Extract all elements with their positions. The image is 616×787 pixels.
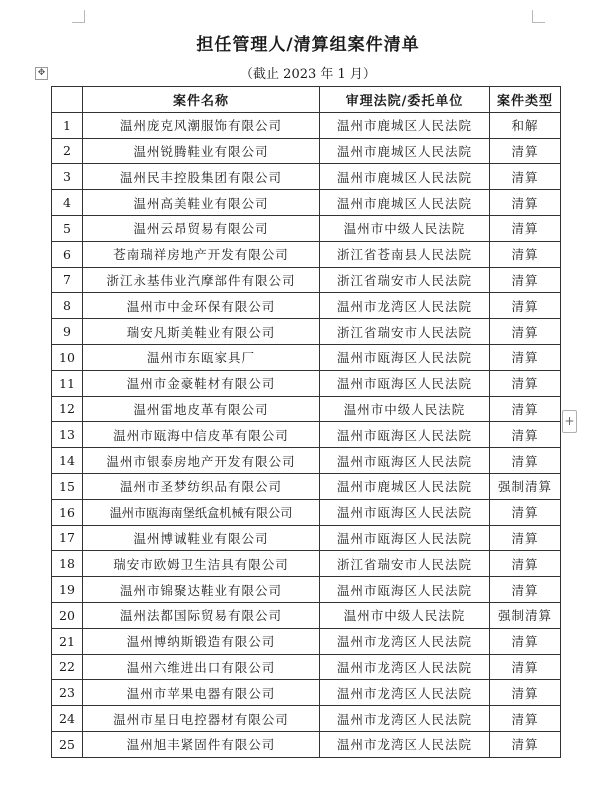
table-row [52, 473, 561, 499]
row-index: 15 [52, 473, 83, 499]
table-row [52, 241, 561, 267]
table-row [52, 190, 561, 216]
case-type-cell: 清算 [490, 706, 561, 732]
case-name-cell: 温州市瓯海南堡纸盒机械有限公司 [83, 499, 320, 525]
row-index: 10 [52, 344, 83, 370]
case-name-cell: 温州雷地皮革有限公司 [83, 396, 320, 422]
table-row [52, 706, 561, 732]
table-row [52, 138, 561, 164]
table-row [52, 370, 561, 396]
case-name-cell: 温州博纳斯锻造有限公司 [83, 628, 320, 654]
case-type-cell: 清算 [490, 138, 561, 164]
case-type-cell: 清算 [490, 267, 561, 293]
row-index: 2 [52, 138, 83, 164]
case-type-cell: 清算 [490, 577, 561, 603]
table-row [52, 680, 561, 706]
case-name-cell: 苍南瑞祥房地产开发有限公司 [83, 241, 320, 267]
case-name-cell: 温州市东瓯家具厂 [83, 344, 320, 370]
page-corner-mark-left [72, 10, 85, 23]
case-name-cell: 温州庞克风潮服饰有限公司 [83, 112, 320, 138]
case-type-cell: 清算 [490, 731, 561, 757]
table-row [52, 319, 561, 345]
table-row [52, 422, 561, 448]
row-index: 13 [52, 422, 83, 448]
court-cell: 温州市鹿城区人民法院 [320, 190, 490, 216]
table-row [52, 499, 561, 525]
row-index: 24 [52, 706, 83, 732]
case-name-cell: 温州云昂贸易有限公司 [83, 215, 320, 241]
row-index: 6 [52, 241, 83, 267]
court-cell: 温州市龙湾区人民法院 [320, 293, 490, 319]
case-name-cell: 温州市瓯海中信皮革有限公司 [83, 422, 320, 448]
court-cell: 浙江省瑞安市人民法院 [320, 267, 490, 293]
table-row [52, 164, 561, 190]
row-index: 3 [52, 164, 83, 190]
court-cell: 浙江省瑞安市人民法院 [320, 319, 490, 345]
case-type-cell: 和解 [490, 112, 561, 138]
header-case-name: 案件名称 [83, 87, 320, 113]
row-index: 8 [52, 293, 83, 319]
table-row [52, 731, 561, 757]
table-header-row [52, 87, 561, 113]
case-name-cell: 温州博诚鞋业有限公司 [83, 525, 320, 551]
case-name-cell: 温州市金豪鞋材有限公司 [83, 370, 320, 396]
table-row [52, 551, 561, 577]
table-row [52, 112, 561, 138]
court-cell: 温州市中级人民法院 [320, 396, 490, 422]
case-name-cell: 温州市中金环保有限公司 [83, 293, 320, 319]
row-index: 17 [52, 525, 83, 551]
court-cell: 温州市中级人民法院 [320, 602, 490, 628]
table-row [52, 215, 561, 241]
table-row [52, 628, 561, 654]
case-name-cell: 瑞安市欧姆卫生洁具有限公司 [83, 551, 320, 577]
case-type-cell: 清算 [490, 190, 561, 216]
case-type-cell: 强制清算 [490, 602, 561, 628]
court-cell: 温州市龙湾区人民法院 [320, 706, 490, 732]
case-type-cell: 清算 [490, 499, 561, 525]
case-list-table [51, 86, 561, 758]
row-index: 19 [52, 577, 83, 603]
table-row [52, 344, 561, 370]
row-index: 22 [52, 654, 83, 680]
court-cell: 浙江省瑞安市人民法院 [320, 551, 490, 577]
document-title: 担任管理人/清算组案件清单 [196, 35, 420, 55]
table-row [52, 396, 561, 422]
row-index: 1 [52, 112, 83, 138]
table-row [52, 448, 561, 474]
case-name-cell: 温州法都国际贸易有限公司 [83, 602, 320, 628]
case-type-cell: 清算 [490, 525, 561, 551]
case-type-cell: 清算 [490, 448, 561, 474]
court-cell: 温州市鹿城区人民法院 [320, 138, 490, 164]
court-cell: 温州市中级人民法院 [320, 215, 490, 241]
court-cell: 温州市鹿城区人民法院 [320, 473, 490, 499]
table-row [52, 602, 561, 628]
table-row [52, 525, 561, 551]
table-row [52, 293, 561, 319]
header-index [52, 87, 83, 113]
row-index: 25 [52, 731, 83, 757]
court-cell: 温州市瓯海区人民法院 [320, 344, 490, 370]
case-name-cell: 温州高美鞋业有限公司 [83, 190, 320, 216]
case-type-cell: 清算 [490, 319, 561, 345]
court-cell: 温州市鹿城区人民法院 [320, 112, 490, 138]
row-index: 5 [52, 215, 83, 241]
table-row [52, 654, 561, 680]
header-case-type: 案件类型 [490, 87, 561, 113]
case-name-cell: 温州民丰控股集团有限公司 [83, 164, 320, 190]
case-name-cell: 温州市银泰房地产开发有限公司 [83, 448, 320, 474]
table-row [52, 577, 561, 603]
row-index: 16 [52, 499, 83, 525]
row-index: 9 [52, 319, 83, 345]
row-index: 14 [52, 448, 83, 474]
case-name-cell: 温州六维进出口有限公司 [83, 654, 320, 680]
case-name-cell: 温州旭丰紧固件有限公司 [83, 731, 320, 757]
row-index: 12 [52, 396, 83, 422]
row-index: 11 [52, 370, 83, 396]
row-index: 18 [52, 551, 83, 577]
row-index: 7 [52, 267, 83, 293]
case-name-cell: 温州市苹果电器有限公司 [83, 680, 320, 706]
case-name-cell: 温州市圣梦纺织品有限公司 [83, 473, 320, 499]
row-index: 20 [52, 602, 83, 628]
case-type-cell: 清算 [490, 241, 561, 267]
court-cell: 温州市瓯海区人民法院 [320, 422, 490, 448]
court-cell: 温州市瓯海区人民法院 [320, 577, 490, 603]
case-name-cell: 温州锐腾鞋业有限公司 [83, 138, 320, 164]
add-column-icon[interactable]: + [562, 410, 577, 433]
court-cell: 温州市瓯海区人民法院 [320, 525, 490, 551]
court-cell: 温州市瓯海区人民法院 [320, 370, 490, 396]
case-type-cell: 清算 [490, 215, 561, 241]
header-court: 审理法院/委托单位 [320, 87, 490, 113]
case-name-cell: 瑞安凡斯美鞋业有限公司 [83, 319, 320, 345]
document-subtitle: （截止 2023 年 1 月） [240, 67, 376, 82]
court-cell: 温州市龙湾区人民法院 [320, 628, 490, 654]
case-type-cell: 清算 [490, 293, 561, 319]
case-name-cell: 浙江永基伟业汽摩部件有限公司 [83, 267, 320, 293]
court-cell: 温州市瓯海区人民法院 [320, 448, 490, 474]
table-move-handle-icon[interactable]: ✥ [35, 67, 48, 80]
court-cell: 温州市龙湾区人民法院 [320, 680, 490, 706]
case-name-cell: 温州市锦聚达鞋业有限公司 [83, 577, 320, 603]
row-index: 21 [52, 628, 83, 654]
case-type-cell: 清算 [490, 164, 561, 190]
row-index: 23 [52, 680, 83, 706]
case-type-cell: 清算 [490, 396, 561, 422]
case-type-cell: 清算 [490, 628, 561, 654]
case-type-cell: 清算 [490, 551, 561, 577]
row-index: 4 [52, 190, 83, 216]
court-cell: 温州市瓯海区人民法院 [320, 499, 490, 525]
case-name-cell: 温州市星日电控器材有限公司 [83, 706, 320, 732]
table-row [52, 267, 561, 293]
court-cell: 温州市鹿城区人民法院 [320, 164, 490, 190]
case-type-cell: 清算 [490, 422, 561, 448]
page-corner-mark-right [532, 10, 545, 23]
court-cell: 温州市龙湾区人民法院 [320, 731, 490, 757]
case-type-cell: 清算 [490, 680, 561, 706]
case-type-cell: 清算 [490, 344, 561, 370]
court-cell: 浙江省苍南县人民法院 [320, 241, 490, 267]
court-cell: 温州市龙湾区人民法院 [320, 654, 490, 680]
case-type-cell: 清算 [490, 654, 561, 680]
case-type-cell: 清算 [490, 370, 561, 396]
case-type-cell: 强制清算 [490, 473, 561, 499]
